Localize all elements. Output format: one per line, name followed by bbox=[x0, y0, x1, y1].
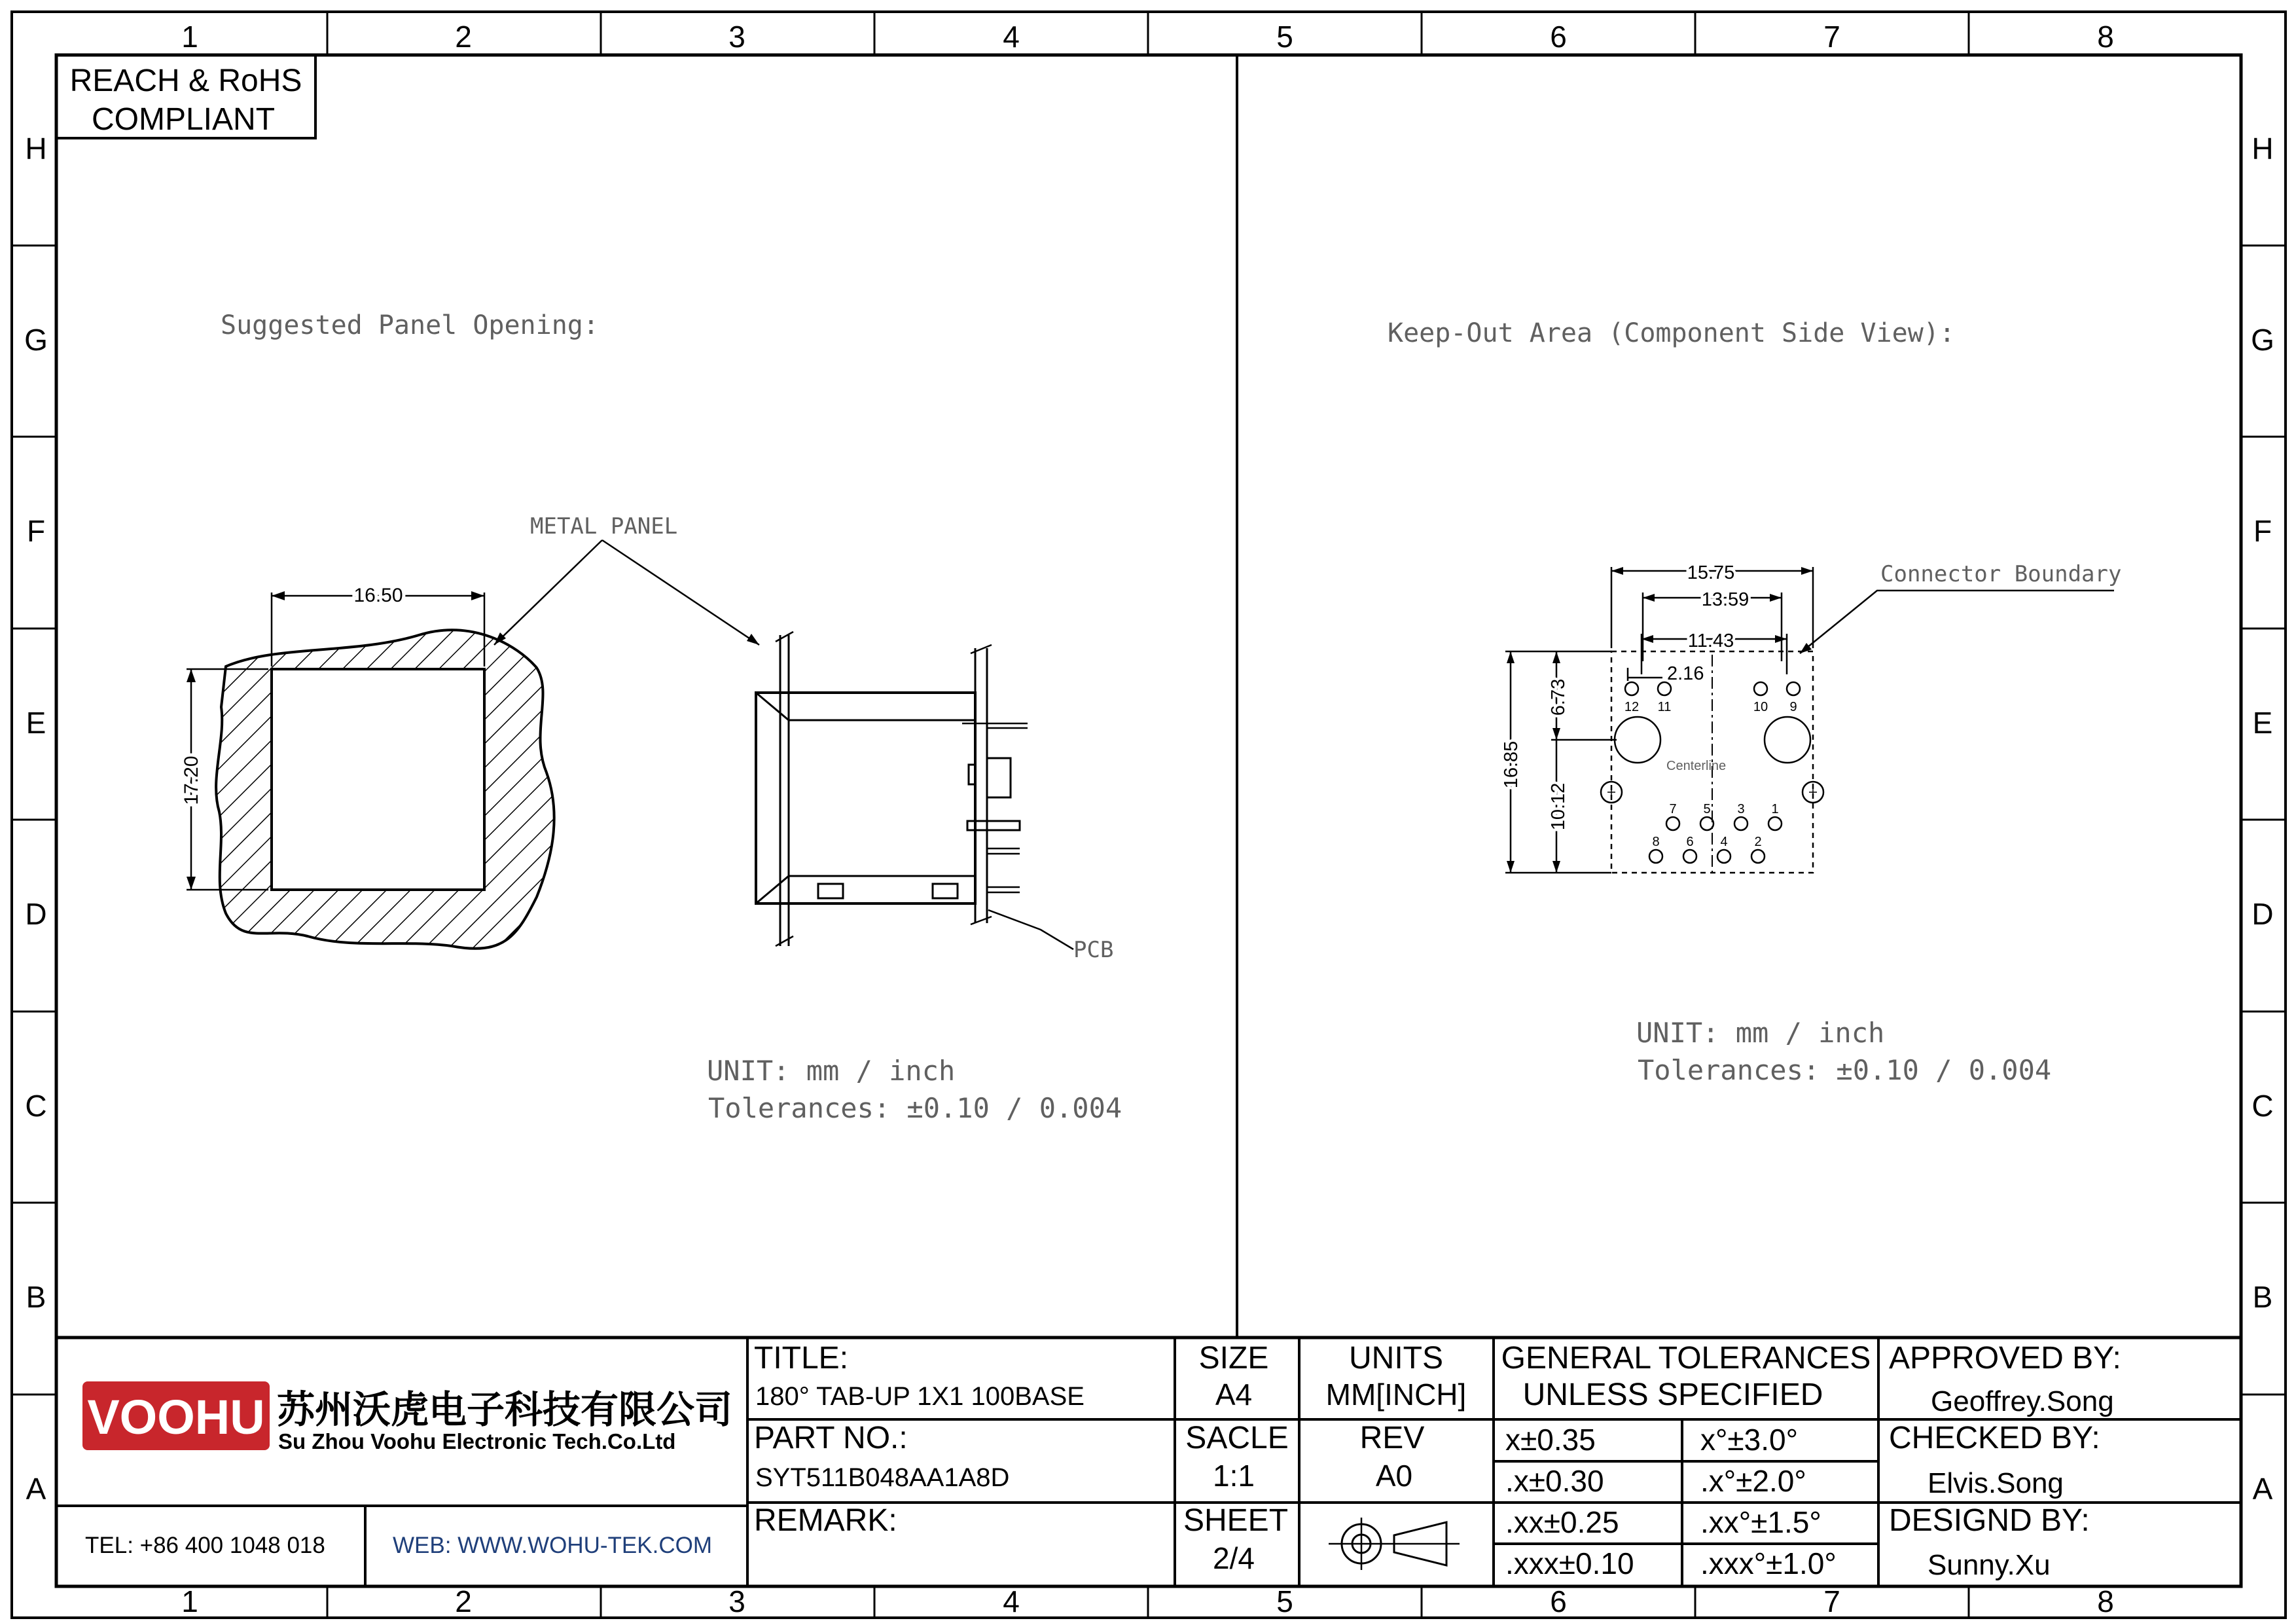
dim-11-43: 11.43 bbox=[1687, 630, 1734, 651]
part-no-label: PART NO.: bbox=[754, 1421, 908, 1455]
tol-linear-2: .xx±0.25 bbox=[1505, 1505, 1619, 1539]
pin-1: 1 bbox=[1771, 802, 1779, 816]
zone-col-6: 6 bbox=[1550, 20, 1567, 54]
size-value: A4 bbox=[1215, 1377, 1253, 1412]
panel-height-dim: 17.20 bbox=[181, 756, 202, 805]
zone-col-2-bottom: 2 bbox=[455, 1584, 472, 1618]
dim-2-16: 2.16 bbox=[1667, 663, 1704, 684]
tol-angular-2: .xx°±1.5° bbox=[1700, 1505, 1821, 1539]
general-tolerances-line2: UNLESS SPECIFIED bbox=[1522, 1377, 1823, 1412]
tol-linear-1: .x±0.30 bbox=[1505, 1464, 1604, 1498]
zone-col-5: 5 bbox=[1276, 20, 1293, 54]
right-unit-line: UNIT: mm / inch bbox=[1636, 1017, 1885, 1049]
sheet-value: 2/4 bbox=[1213, 1541, 1255, 1575]
zone-col-7: 7 bbox=[1823, 20, 1840, 54]
pin-4: 4 bbox=[1720, 835, 1728, 849]
zone-row-H: H bbox=[25, 132, 47, 166]
metal-panel-label: METAL PANEL bbox=[530, 513, 678, 539]
zone-row-B-right: B bbox=[2252, 1280, 2273, 1314]
right-tolerance-line: Tolerances: ±0.10 / 0.004 bbox=[1638, 1054, 2052, 1086]
company-name-cn: 苏州沃虎电子科技有限公司 bbox=[277, 1389, 733, 1431]
part-no-value: SYT511B048AA1A8D bbox=[755, 1463, 1010, 1492]
left-tolerance-line: Tolerances: ±0.10 / 0.004 bbox=[708, 1092, 1122, 1124]
title-label: TITLE: bbox=[754, 1341, 849, 1376]
units-label: UNITS bbox=[1349, 1341, 1443, 1376]
panel-width-dim: 16.50 bbox=[353, 585, 403, 606]
designed-by-label: DESIGND BY: bbox=[1889, 1503, 2090, 1538]
pin-7: 7 bbox=[1669, 802, 1677, 816]
zone-col-5-bottom: 5 bbox=[1276, 1584, 1293, 1618]
zone-col-1: 1 bbox=[181, 20, 198, 54]
rev-value: A0 bbox=[1375, 1459, 1413, 1493]
zone-col-1-bottom: 1 bbox=[181, 1584, 198, 1618]
zone-row-D: D bbox=[25, 897, 47, 931]
dim-16-85: 16.85 bbox=[1501, 740, 1522, 789]
size-label: SIZE bbox=[1198, 1341, 1269, 1376]
zone-col-4: 4 bbox=[1003, 20, 1020, 54]
compliance-line2: COMPLIANT bbox=[91, 102, 276, 137]
pin-10: 10 bbox=[1753, 700, 1768, 714]
pcb-label: PCB bbox=[1073, 937, 1114, 963]
dim-6-73: 6.73 bbox=[1548, 678, 1569, 716]
checked-by-label: CHECKED BY: bbox=[1889, 1421, 2100, 1455]
connector-side-view bbox=[756, 632, 1028, 946]
company-web: WEB: WWW.WOHU-TEK.COM bbox=[393, 1533, 712, 1558]
sheet-label: SHEET bbox=[1183, 1503, 1289, 1538]
tol-linear-0: x±0.35 bbox=[1505, 1423, 1596, 1457]
compliance-line1: REACH & RoHS bbox=[69, 64, 302, 98]
panel-opening bbox=[272, 669, 484, 890]
pin-6: 6 bbox=[1686, 835, 1694, 849]
zone-row-G: G bbox=[24, 323, 48, 357]
zone-row-F-right: F bbox=[2253, 514, 2272, 548]
zone-col-7-bottom: 7 bbox=[1823, 1584, 1840, 1618]
approved-by-value: Geoffrey.Song bbox=[1931, 1385, 2114, 1417]
dim-13-59: 13.59 bbox=[1701, 589, 1749, 610]
units-value: MM[INCH] bbox=[1325, 1377, 1467, 1412]
right-view bbox=[1388, 318, 2121, 1086]
approved-by-label: APPROVED BY: bbox=[1889, 1341, 2121, 1376]
left-view-heading: Suggested Panel Opening: bbox=[221, 310, 599, 340]
tol-linear-3: .xxx±0.10 bbox=[1505, 1546, 1634, 1580]
title-value: 180° TAB-UP 1X1 100BASE bbox=[755, 1382, 1085, 1411]
zone-col-3: 3 bbox=[728, 20, 745, 54]
zone-row-D-right: D bbox=[2251, 897, 2274, 931]
company-tel: TEL: +86 400 1048 018 bbox=[85, 1533, 325, 1558]
general-tolerances-line1: GENERAL TOLERANCES bbox=[1501, 1341, 1871, 1376]
zone-row-H-right: H bbox=[2251, 132, 2274, 166]
checked-by-value: Elvis.Song bbox=[1928, 1467, 2064, 1499]
zone-col-8-bottom: 8 bbox=[2097, 1584, 2114, 1618]
tol-angular-3: .xxx°±1.0° bbox=[1700, 1546, 1837, 1580]
connector-boundary-label: Connector Boundary bbox=[1880, 561, 2122, 587]
zone-col-4-bottom: 4 bbox=[1003, 1584, 1020, 1618]
scale-value: 1:1 bbox=[1213, 1459, 1255, 1493]
zone-row-A-right: A bbox=[2252, 1472, 2273, 1506]
pin-3: 3 bbox=[1737, 802, 1745, 816]
pin-9: 9 bbox=[1789, 700, 1797, 714]
centerline-label: Centerline bbox=[1666, 759, 1727, 773]
rev-label: REV bbox=[1359, 1421, 1425, 1455]
zone-row-C-right: C bbox=[2251, 1089, 2274, 1123]
pin-5: 5 bbox=[1703, 802, 1711, 816]
zone-col-6-bottom: 6 bbox=[1550, 1584, 1567, 1618]
zone-row-A: A bbox=[26, 1472, 46, 1506]
pin-numbers bbox=[1624, 700, 1797, 849]
pin-8: 8 bbox=[1652, 835, 1660, 849]
zone-col-3-bottom: 3 bbox=[728, 1584, 745, 1618]
projection-symbol bbox=[1329, 1518, 1460, 1570]
right-view-heading: Keep-Out Area (Component Side View): bbox=[1388, 318, 1955, 348]
compliance-box bbox=[56, 55, 315, 138]
left-unit-line: UNIT: mm / inch bbox=[707, 1055, 956, 1087]
scale-label: SACLE bbox=[1185, 1421, 1289, 1455]
zone-col-2: 2 bbox=[455, 20, 472, 54]
pin-2: 2 bbox=[1754, 835, 1762, 849]
tol-angular-0: x°±3.0° bbox=[1700, 1423, 1798, 1457]
zone-row-B: B bbox=[26, 1280, 46, 1314]
zone-col-8: 8 bbox=[2097, 20, 2114, 54]
voohu-logo-text: VOOHU bbox=[87, 1390, 265, 1444]
remark-label: REMARK: bbox=[754, 1503, 897, 1538]
pin-12: 12 bbox=[1624, 700, 1640, 714]
zone-row-G-right: G bbox=[2251, 323, 2274, 357]
zone-row-E: E bbox=[26, 706, 46, 740]
zone-row-E-right: E bbox=[2252, 706, 2273, 740]
zone-row-C: C bbox=[25, 1089, 47, 1123]
company-name-en: Su Zhou Voohu Electronic Tech.Co.Ltd bbox=[278, 1429, 676, 1453]
tol-angular-1: .x°±2.0° bbox=[1700, 1464, 1806, 1498]
left-view bbox=[181, 310, 1122, 1124]
pin-11: 11 bbox=[1657, 700, 1672, 714]
designed-by-value: Sunny.Xu bbox=[1928, 1549, 2051, 1581]
dim-15-75: 15.75 bbox=[1687, 562, 1735, 583]
dim-10-12: 10.12 bbox=[1548, 782, 1569, 831]
title-block bbox=[56, 1338, 2241, 1586]
zone-row-F: F bbox=[26, 514, 46, 548]
